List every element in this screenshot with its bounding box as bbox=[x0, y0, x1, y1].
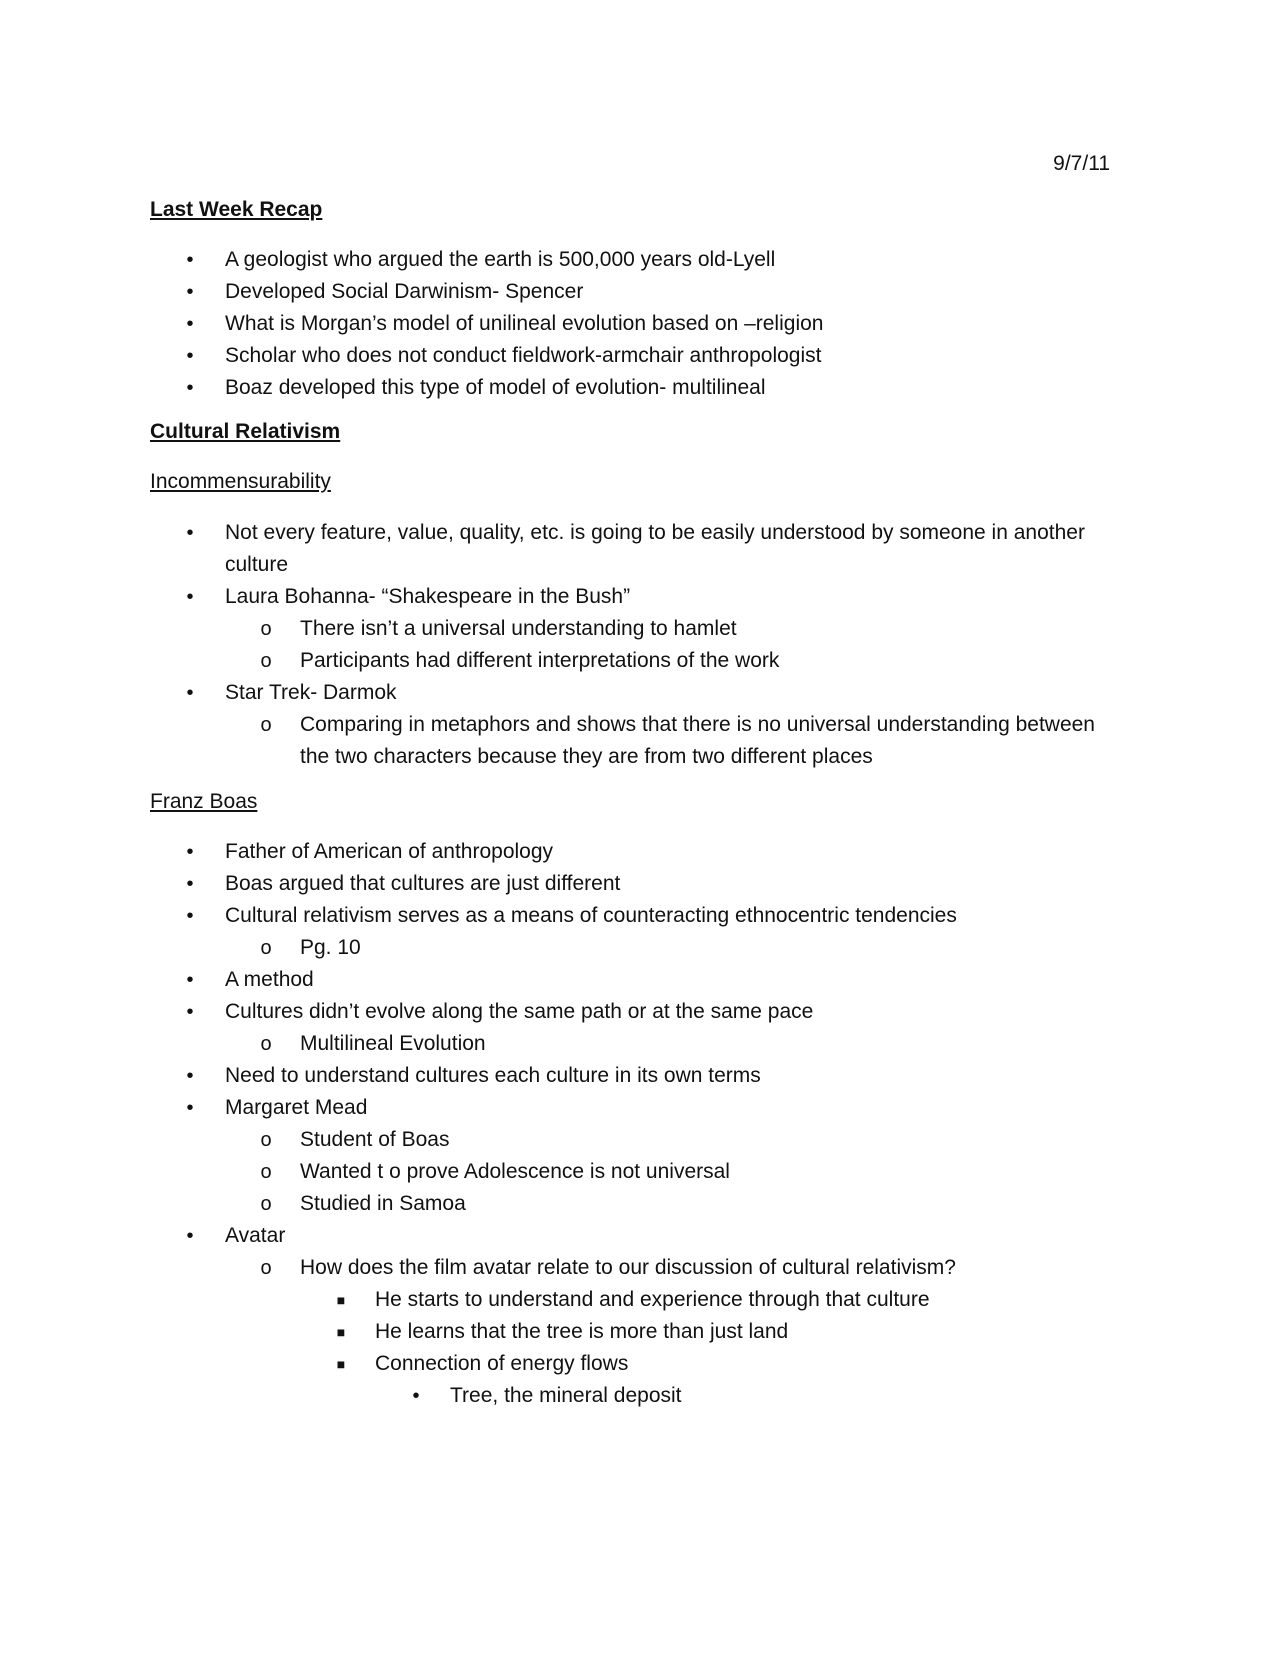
franz-boas-list bbox=[150, 836, 1110, 1412]
list-item: • Scholar who does not conduct fieldwork-armchair anthropologist bbox=[150, 340, 1110, 372]
list-item: • Margaret Mead bbox=[150, 1092, 1110, 1124]
list-item: • Tree, the mineral deposit bbox=[150, 1380, 1110, 1412]
bullet-marker: • bbox=[186, 1001, 194, 1023]
incommensurability-heading: Incommensurability bbox=[150, 470, 331, 493]
bullet-marker: • bbox=[186, 1097, 194, 1119]
circle-marker: o bbox=[260, 1257, 272, 1279]
bullet-marker: • bbox=[186, 1065, 194, 1087]
list-item: • What is Morgan’s model of unilineal evolution based on –religion bbox=[150, 308, 1110, 340]
list-item: • Boas argued that cultures are just different bbox=[150, 868, 1110, 900]
bullet-marker: • bbox=[186, 522, 194, 544]
list-item: o Comparing in metaphors and shows that there is no universal understanding between the two characters because they are from two different places bbox=[150, 709, 1110, 773]
square-marker: ■ bbox=[336, 1292, 346, 1308]
circle-marker: o bbox=[260, 714, 272, 736]
list-item: • Not every feature, value, quality, etc. is going to be easily understood by someone in another culture bbox=[150, 517, 1110, 581]
list-item: • Cultural relativism serves as a means of counteracting ethnocentric tendencies bbox=[150, 900, 1110, 932]
circle-marker: o bbox=[260, 937, 272, 959]
circle-marker: o bbox=[260, 1193, 272, 1215]
circle-marker: o bbox=[260, 618, 272, 640]
incommensurability-list bbox=[150, 517, 1110, 773]
bullet-marker: • bbox=[186, 249, 194, 271]
list-item: ■ He learns that the tree is more than just land bbox=[150, 1316, 1110, 1348]
list-item: • Father of American of anthropology bbox=[150, 836, 1110, 868]
list-item: • A method bbox=[150, 964, 1110, 996]
list-item: o Pg. 10 bbox=[150, 932, 1110, 964]
list-item: o How does the film avatar relate to our discussion of cultural relativism? bbox=[150, 1252, 1110, 1284]
bullet-marker: • bbox=[412, 1385, 420, 1407]
list-item: • Avatar bbox=[150, 1220, 1110, 1252]
list-item: o Studied in Samoa bbox=[150, 1188, 1110, 1220]
bullet-marker: • bbox=[186, 313, 194, 335]
bullet-marker: • bbox=[186, 377, 194, 399]
circle-marker: o bbox=[260, 1033, 272, 1055]
list-item: • Cultures didn’t evolve along the same path or at the same pace bbox=[150, 996, 1110, 1028]
list-item: o There isn’t a universal understanding to hamlet bbox=[150, 613, 1110, 645]
square-marker: ■ bbox=[336, 1356, 346, 1372]
list-item: o Multilineal Evolution bbox=[150, 1028, 1110, 1060]
list-item: • Star Trek- Darmok bbox=[150, 677, 1110, 709]
bullet-marker: • bbox=[186, 905, 194, 927]
list-item: • Laura Bohanna- “Shakespeare in the Bush” bbox=[150, 581, 1110, 613]
franz-boas-heading: Franz Boas bbox=[150, 790, 258, 813]
recap-heading: Last Week Recap bbox=[150, 198, 323, 221]
list-item: ■ He starts to understand and experience through that culture bbox=[150, 1284, 1110, 1316]
circle-marker: o bbox=[260, 650, 272, 672]
list-item: • A geologist who argued the earth is 500,000 years old-Lyell bbox=[150, 244, 1110, 276]
circle-marker: o bbox=[260, 1129, 272, 1151]
bullet-marker: • bbox=[186, 1225, 194, 1247]
cultural-relativism-heading: Cultural Relativism bbox=[150, 420, 341, 443]
square-marker: ■ bbox=[336, 1324, 346, 1340]
recap-list bbox=[150, 244, 1110, 404]
bullet-marker: • bbox=[186, 841, 194, 863]
bullet-marker: • bbox=[186, 281, 194, 303]
list-item: • Need to understand cultures each culture in its own terms bbox=[150, 1060, 1110, 1092]
bullet-marker: • bbox=[186, 586, 194, 608]
bullet-marker: • bbox=[186, 682, 194, 704]
list-item: ■ Connection of energy flows bbox=[150, 1348, 1110, 1380]
list-item: o Participants had different interpretations of the work bbox=[150, 645, 1110, 677]
list-item: • Developed Social Darwinism- Spencer bbox=[150, 276, 1110, 308]
date: 9/7/11 bbox=[1053, 152, 1110, 175]
list-item: o Wanted t o prove Adolescence is not universal bbox=[150, 1156, 1110, 1188]
circle-marker: o bbox=[260, 1161, 272, 1183]
list-item: • Boaz developed this type of model of evolution- multilineal bbox=[150, 372, 1110, 404]
bullet-marker: • bbox=[186, 345, 194, 367]
bullet-marker: • bbox=[186, 873, 194, 895]
list-item: o Student of Boas bbox=[150, 1124, 1110, 1156]
bullet-marker: • bbox=[186, 969, 194, 991]
